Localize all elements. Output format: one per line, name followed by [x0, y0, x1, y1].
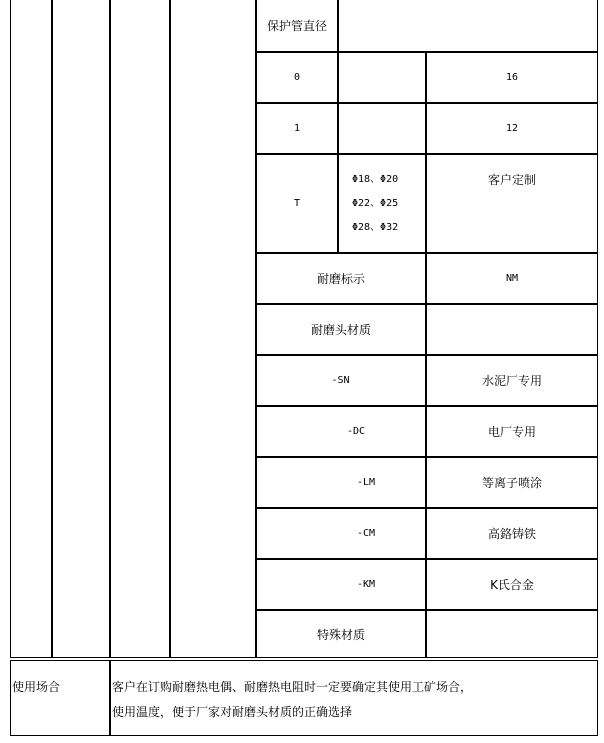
- row-spec-cell: [338, 154, 426, 253]
- row-code-cell: [256, 154, 338, 253]
- material-desc: 等离子喷涂: [481, 476, 542, 490]
- row-code-cell: [256, 103, 338, 154]
- row-code-cell: [256, 52, 338, 103]
- material-code-cell: [256, 508, 426, 559]
- special-material-value-cell: [426, 610, 598, 658]
- material-desc-cell: [426, 508, 598, 559]
- material-code-cell: [256, 406, 426, 457]
- row-code: 1: [293, 123, 301, 134]
- row-value-cell: [426, 103, 598, 154]
- row-spec-cell: [338, 52, 426, 103]
- material-desc-cell: [426, 355, 598, 406]
- row-value: 12: [505, 123, 519, 134]
- wear-mark-label: 耐磨标示: [316, 272, 365, 286]
- material-desc: 水泥厂专用: [481, 374, 542, 388]
- special-material-label-cell: [256, 610, 426, 658]
- head-material-label-cell: [256, 304, 426, 355]
- material-code-cell: [256, 355, 426, 406]
- special-material-label: 特殊材质: [316, 627, 365, 642]
- row-value-cell: [426, 52, 598, 103]
- material-code: -DC: [346, 426, 366, 437]
- row-code: T: [293, 198, 301, 209]
- wear-mark-value-cell: [426, 253, 598, 304]
- left-column-1: [10, 0, 52, 658]
- wear-mark-value: NM: [505, 273, 519, 284]
- usage-text-line: 客户在订购耐磨热电偶、耐磨热电阻时一定要确定其使用工矿场合，: [112, 680, 473, 694]
- material-desc: K氏合金: [490, 578, 534, 592]
- usage-label-cell: [10, 660, 110, 736]
- material-code: -KM: [356, 579, 376, 590]
- header-empty-cell: [338, 0, 598, 52]
- row-code: 0: [293, 72, 301, 83]
- usage-label: 使用场合: [12, 680, 61, 694]
- head-material-label: 耐磨头材质: [310, 323, 371, 337]
- material-desc: 电厂专用: [487, 425, 536, 439]
- row-spec-cell: [338, 103, 426, 154]
- row-value: 客户定制: [487, 173, 536, 187]
- left-column-4: [170, 0, 256, 658]
- material-desc: 高鉻铸铁: [487, 527, 536, 541]
- row-value-cell: [426, 154, 598, 253]
- material-desc-cell: [426, 457, 598, 508]
- material-code-cell: [256, 457, 426, 508]
- head-material-value-cell: [426, 304, 598, 355]
- material-desc-cell: [426, 406, 598, 457]
- left-column-2: [52, 0, 110, 658]
- usage-text-cell: [110, 660, 598, 736]
- wear-mark-label-cell: [256, 253, 426, 304]
- header-label-cell: [256, 0, 338, 52]
- material-code: -SN: [331, 375, 350, 386]
- row-value: 16: [505, 72, 519, 83]
- material-code-cell: [256, 559, 426, 610]
- spec-line: Φ28、Φ32: [352, 222, 399, 233]
- header-label: 保护管直径: [266, 18, 327, 33]
- spec-line: Φ18、Φ20: [352, 174, 399, 185]
- usage-text-line: 使用温度，便于厂家对耐磨头材质的正确选择: [112, 705, 353, 719]
- spec-line: Φ22、Φ25: [352, 198, 399, 209]
- material-code: -CM: [356, 528, 376, 539]
- left-column-3: [110, 0, 170, 658]
- material-desc-cell: [426, 559, 598, 610]
- material-code: -LM: [356, 477, 376, 488]
